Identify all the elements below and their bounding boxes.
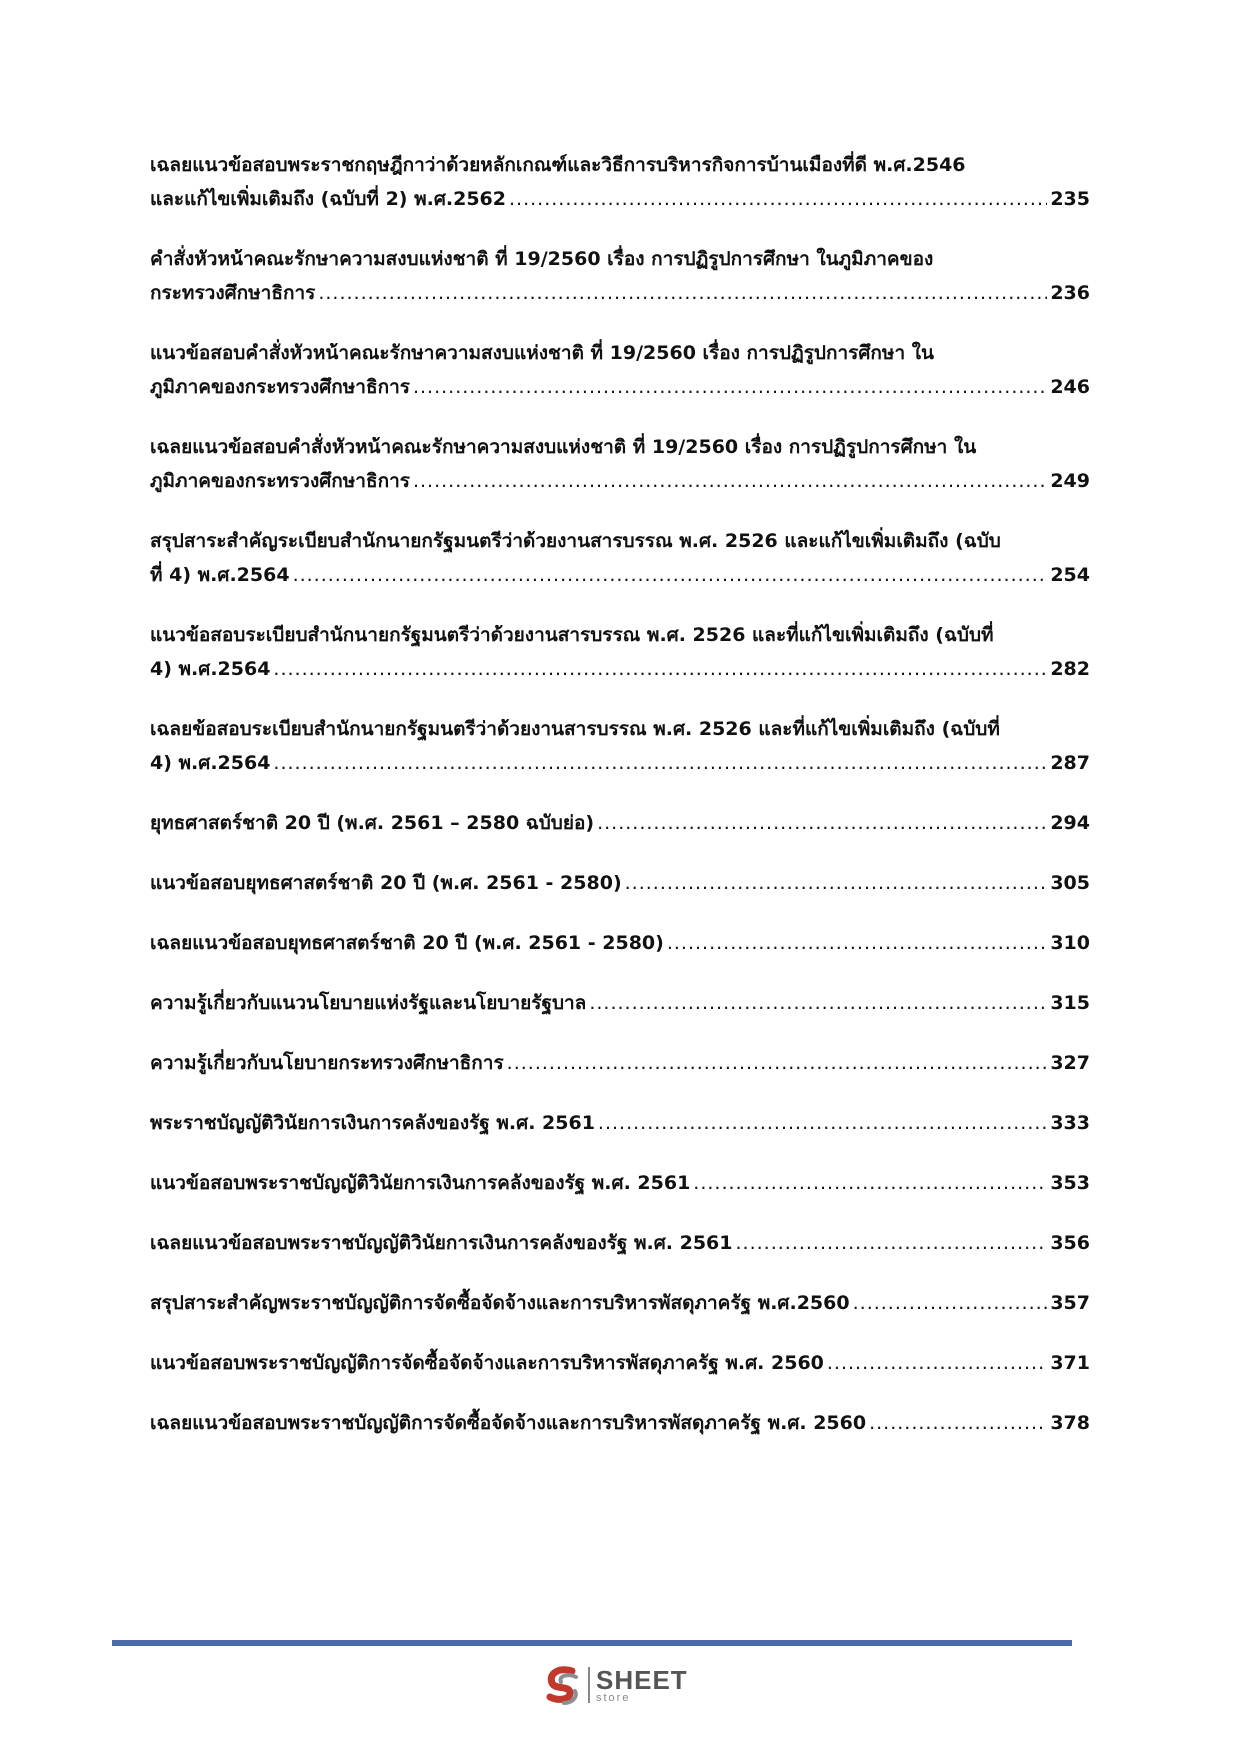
- toc-page-number: 353: [1050, 1172, 1090, 1194]
- logo-separator: [588, 1667, 590, 1703]
- toc-entry-title: ยุทธศาสตร์ชาติ 20 ปี (พ.ศ. 2561 – 2580 ฉบับย่อ): [150, 812, 595, 834]
- sheet-store-logo-icon: [540, 1663, 584, 1707]
- toc-entry-last-line: [150, 276, 1090, 310]
- toc-entry-last-line: [150, 926, 1090, 960]
- dot-leader: [507, 1046, 1048, 1080]
- toc-page-number: 254: [1050, 564, 1090, 586]
- toc-entry-last-line: [150, 1346, 1090, 1380]
- toc-entry-title: ความรู้เกี่ยวกับแนวนโยบายแห่งรัฐและนโยบายรัฐบาล: [150, 992, 587, 1014]
- toc-entry-last-line: [150, 866, 1090, 900]
- toc-page-number: 333: [1050, 1112, 1090, 1134]
- dot-leader: [693, 1166, 1047, 1200]
- toc-entry[interactable]: [150, 1346, 1090, 1380]
- toc-page-number: 235: [1050, 188, 1090, 210]
- logo-subword: store: [596, 1691, 631, 1704]
- toc-entry[interactable]: [150, 926, 1090, 960]
- dot-leader: [827, 1346, 1047, 1380]
- toc-entry-title-line: แนวข้อสอบระเบียบสำนักนายกรัฐมนตรีว่าด้วยงานสารบรรณ พ.ศ. 2526 และที่แก้ไขเพิ่มเติมถึง (ฉบับที่: [150, 624, 994, 646]
- toc-entry-title: เฉลยแนวข้อสอบพระราชบัญญัติวินัยการเงินการคลังของรัฐ พ.ศ. 2561: [150, 1232, 733, 1254]
- toc-entry-title-line: สรุปสาระสำคัญระเบียบสำนักนายกรัฐมนตรีว่าด้วยงานสารบรรณ พ.ศ. 2526 และแก้ไขเพิ่มเติมถึง (ฉบับ: [150, 530, 1001, 552]
- toc-page-number: 236: [1050, 282, 1090, 304]
- toc-entry-last-line: [150, 652, 1090, 686]
- toc-page-number: 287: [1050, 752, 1090, 774]
- dot-leader: [589, 986, 1047, 1020]
- toc-entry[interactable]: [150, 712, 1090, 780]
- toc-entry[interactable]: [150, 1226, 1090, 1260]
- toc-entry-last-line: [150, 1406, 1090, 1440]
- toc-entry-title: ภูมิภาคของกระทรวงศึกษาธิการ: [150, 470, 410, 492]
- toc-entry-title-line: เฉลยแนวข้อสอบคำสั่งหัวหน้าคณะรักษาความสงบแห่งชาติ ที่ 19/2560 เรื่อง การปฏิรูปการศึกษา ใน: [150, 436, 977, 458]
- dot-leader: [318, 276, 1047, 310]
- toc-entry-title: ความรู้เกี่ยวกับนโยบายกระทรวงศึกษาธิการ: [150, 1052, 504, 1074]
- dot-leader: [273, 746, 1047, 780]
- toc-page-number: 310: [1050, 932, 1090, 954]
- toc-entry-title: 4) พ.ศ.2564: [150, 658, 271, 680]
- toc-entry[interactable]: [150, 986, 1090, 1020]
- toc-page-number: 249: [1050, 470, 1090, 492]
- toc-entry[interactable]: [150, 1406, 1090, 1440]
- toc-page-number: 357: [1050, 1292, 1090, 1314]
- toc-entry-last-line: [150, 1286, 1090, 1320]
- toc-page-number: 246: [1050, 376, 1090, 398]
- toc-entry-title: เฉลยแนวข้อสอบยุทธศาสตร์ชาติ 20 ปี (พ.ศ. 2561 - 2580): [150, 932, 664, 954]
- toc-entry-title: เฉลยแนวข้อสอบพระราชบัญญัติการจัดซื้อจัดจ้างและการบริหารพัสดุภาครัฐ พ.ศ. 2560: [150, 1412, 867, 1434]
- toc-entry-title: แนวข้อสอบพระราชบัญญัติการจัดซื้อจัดจ้างและการบริหารพัสดุภาครัฐ พ.ศ. 2560: [150, 1352, 824, 1374]
- toc-entry-title: ภูมิภาคของกระทรวงศึกษาธิการ: [150, 376, 410, 398]
- toc-entry[interactable]: [150, 1046, 1090, 1080]
- toc-page-number: 294: [1050, 812, 1090, 834]
- footer-rule: [112, 1640, 1072, 1646]
- dot-leader: [736, 1226, 1048, 1260]
- toc-entry-last-line: [150, 558, 1090, 592]
- toc-entry[interactable]: [150, 524, 1090, 592]
- toc-page-number: 305: [1050, 872, 1090, 894]
- dot-leader: [853, 1286, 1048, 1320]
- toc-entry[interactable]: [150, 148, 1090, 216]
- toc-entry-title: กระทรวงศึกษาธิการ: [150, 282, 316, 304]
- toc-entry-title-line: แนวข้อสอบคำสั่งหัวหน้าคณะรักษาความสงบแห่งชาติ ที่ 19/2560 เรื่อง การปฏิรูปการศึกษา ใน: [150, 342, 935, 364]
- toc-page-number: 356: [1050, 1232, 1090, 1254]
- sheet-store-logo: [540, 1663, 688, 1707]
- toc-entry[interactable]: [150, 1286, 1090, 1320]
- toc-entry-last-line: [150, 1226, 1090, 1260]
- table-of-contents: [150, 148, 1090, 1466]
- toc-entry-title: แนวข้อสอบพระราชบัญญัติวินัยการเงินการคลังของรัฐ พ.ศ. 2561: [150, 1172, 691, 1194]
- toc-page-number: 282: [1050, 658, 1090, 680]
- toc-entry-last-line: [150, 806, 1090, 840]
- logo-word: SHEET: [596, 1664, 688, 1695]
- toc-entry-last-line: [150, 464, 1090, 498]
- toc-entry[interactable]: [150, 1106, 1090, 1140]
- toc-entry-title-line: เฉลยข้อสอบระเบียบสำนักนายกรัฐมนตรีว่าด้วยงานสารบรรณ พ.ศ. 2526 และที่แก้ไขเพิ่มเติมถึง (ฉบับที่: [150, 718, 1000, 740]
- toc-entry[interactable]: [150, 806, 1090, 840]
- toc-entry-title: และแก้ไขเพิ่มเติมถึง (ฉบับที่ 2) พ.ศ.2562: [150, 188, 506, 210]
- dot-leader: [509, 182, 1047, 216]
- dot-leader: [597, 806, 1047, 840]
- dot-leader: [869, 1406, 1047, 1440]
- toc-page-number: 371: [1050, 1352, 1090, 1374]
- toc-entry-title: ที่ 4) พ.ศ.2564: [150, 564, 290, 586]
- toc-entry-last-line: [150, 370, 1090, 404]
- toc-entry-last-line: [150, 986, 1090, 1020]
- toc-entry-last-line: [150, 1106, 1090, 1140]
- toc-page-number: 315: [1050, 992, 1090, 1014]
- toc-entry-title: สรุปสาระสำคัญพระราชบัญญัติการจัดซื้อจัดจ้างและการบริหารพัสดุภาครัฐ พ.ศ.2560: [150, 1292, 850, 1314]
- toc-entry-title: พระราชบัญญัติวินัยการเงินการคลังของรัฐ พ.ศ. 2561: [150, 1112, 595, 1134]
- dot-leader: [625, 866, 1048, 900]
- dot-leader: [413, 464, 1047, 498]
- toc-entry[interactable]: [150, 1166, 1090, 1200]
- dot-leader: [413, 370, 1047, 404]
- dot-leader: [273, 652, 1047, 686]
- toc-page-number: 327: [1050, 1052, 1090, 1074]
- toc-entry-title: 4) พ.ศ.2564: [150, 752, 271, 774]
- toc-entry-last-line: [150, 1166, 1090, 1200]
- toc-entry-title-line: คำสั่งหัวหน้าคณะรักษาความสงบแห่งชาติ ที่ 19/2560 เรื่อง การปฏิรูปการศึกษา ในภูมิภาคของ: [150, 248, 934, 270]
- toc-entry-last-line: [150, 746, 1090, 780]
- logo-wordmark: [596, 1664, 688, 1704]
- toc-entry[interactable]: [150, 430, 1090, 498]
- toc-entry-last-line: [150, 182, 1090, 216]
- toc-page-number: 378: [1050, 1412, 1090, 1434]
- dot-leader: [598, 1106, 1047, 1140]
- toc-entry-title-line: เฉลยแนวข้อสอบพระราชกฤษฎีกาว่าด้วยหลักเกณฑ์และวิธีการบริหารกิจการบ้านเมืองที่ดี พ.ศ.2546: [150, 154, 966, 176]
- toc-entry[interactable]: [150, 866, 1090, 900]
- toc-entry[interactable]: [150, 336, 1090, 404]
- toc-entry[interactable]: [150, 618, 1090, 686]
- toc-entry[interactable]: [150, 242, 1090, 310]
- toc-entry-title: แนวข้อสอบยุทธศาสตร์ชาติ 20 ปี (พ.ศ. 2561 - 2580): [150, 872, 622, 894]
- toc-entry-last-line: [150, 1046, 1090, 1080]
- dot-leader: [293, 558, 1048, 592]
- dot-leader: [667, 926, 1047, 960]
